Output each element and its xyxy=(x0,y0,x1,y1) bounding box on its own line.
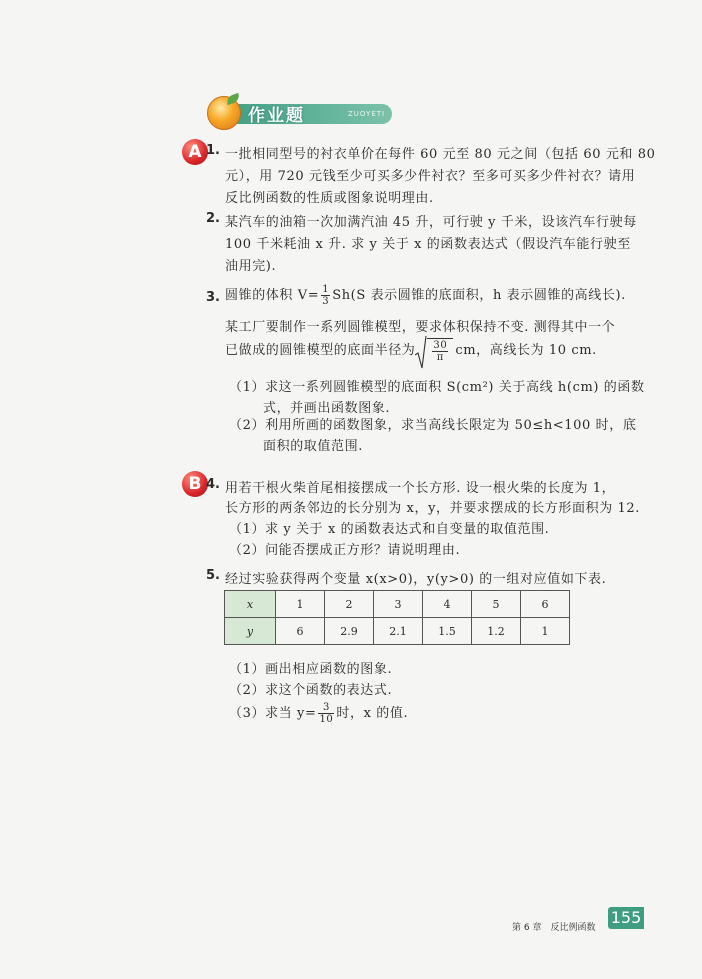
table-cell: 6 xyxy=(521,591,570,618)
data-table xyxy=(224,590,570,645)
table-cell: 1 xyxy=(276,591,325,618)
q5-part2: （2）求这个函数的表达式. xyxy=(229,683,393,698)
q1-number: 1. xyxy=(206,143,220,158)
q5-line1: 经过实验获得两个变量 x(x>0)，y(y>0) 的一组对应值如下表. xyxy=(225,572,607,587)
table-cell: 2.9 xyxy=(325,618,374,645)
table-cell: 1.5 xyxy=(423,618,472,645)
q2-line3: 油用完). xyxy=(225,259,277,274)
q1-line2: 元），用 720 元钱至少可买多少件衬衣？至多可买多少件衬衣？请用 xyxy=(225,169,636,184)
sqrt-fraction-num: 30 xyxy=(433,340,448,351)
table-row-y xyxy=(225,618,570,645)
q1-line3: 反比例函数的性质或图象说明理由. xyxy=(225,191,434,206)
q4-line1: 用若干根火柴首尾相接摆成一个长方形. 设一根火柴的长度为 1， xyxy=(225,481,616,496)
q4-part2: （2）问能否摆成正方形？请说明理由. xyxy=(229,543,461,558)
q4-line2: 长方形的两条邻边的长分别为 x，y，并要求摆成的长方形面积为 12. xyxy=(225,501,641,516)
chapter-label: 第 6 章 反比例函数 xyxy=(512,923,596,933)
table-cell: 1 xyxy=(521,618,570,645)
sqrt-sign-icon xyxy=(415,335,427,369)
q3-part1-line2: 式，并画出函数图象. xyxy=(263,401,391,416)
q3-line3 xyxy=(225,338,597,363)
sqrt-fraction xyxy=(432,340,448,363)
q3-line2: 某工厂要制作一系列圆锥模型，要求体积保持不变. 测得其中一个 xyxy=(225,320,616,335)
table-cell: 2 xyxy=(325,591,374,618)
q2-number: 2. xyxy=(206,211,220,226)
q2-line2: 100 千米耗油 x 升. 求 y 关于 x 的函数表达式（假设汽车能行驶至 xyxy=(225,237,631,252)
table-cell: 1.2 xyxy=(472,618,521,645)
q4-part1: （1）求 y 关于 x 的函数表达式和自变量的取值范围. xyxy=(229,522,550,537)
q5-part3-end: 时，x 的值. xyxy=(336,706,409,721)
q3-part1-line1: （1）求这一系列圆锥模型的底面积 S(cm²) 关于高线 h(cm) 的函数 xyxy=(229,380,645,395)
q3-line3-end: cm，高线长为 10 cm. xyxy=(455,343,597,358)
q3-part2-line2: 面积的取值范围. xyxy=(263,439,363,454)
q5-part3-start: （3）求当 y= xyxy=(229,706,317,721)
level-a-badge: A xyxy=(182,139,208,165)
q4-number: 4. xyxy=(206,477,220,492)
q1-line1: 一批相同型号的衬衣单价在每件 60 元至 80 元之间（包括 60 元和 80 xyxy=(225,147,656,162)
table-cell: 6 xyxy=(276,618,325,645)
table-cell: 3 xyxy=(374,591,423,618)
q5-part3 xyxy=(229,702,408,725)
q3-fraction-den: 3 xyxy=(322,296,330,307)
q5-fraction xyxy=(318,702,334,725)
table-header-x: x xyxy=(225,591,276,618)
q5-number: 5. xyxy=(206,568,220,583)
table-cell: 5 xyxy=(472,591,521,618)
sqrt-radical xyxy=(415,338,453,363)
table-row-x xyxy=(225,591,570,618)
q3-line1-start: 圆锥的体积 V= xyxy=(225,288,320,303)
q3-fraction-num: 1 xyxy=(322,284,330,295)
q3-part2-line1: （2）利用所画的函数图象，求当高线长限定为 50≤h<100 时，底 xyxy=(229,418,637,433)
level-b-badge: B xyxy=(182,471,208,497)
q5-fraction-num: 3 xyxy=(318,702,334,714)
q3-line1-end: Sh(S 表示圆锥的底面积，h 表示圆锥的高线长). xyxy=(332,288,626,303)
q5-fraction-den: 10 xyxy=(319,714,334,725)
q5-part1: （1）画出相应函数的图象. xyxy=(229,662,393,677)
q3-line1 xyxy=(225,284,626,307)
section-subtitle: ZUOYETI xyxy=(348,110,386,118)
q3-line3-start: 已做成的圆锥模型的底面半径为 xyxy=(225,343,416,358)
sqrt-fraction-den: π xyxy=(436,352,444,363)
q3-number: 3. xyxy=(206,290,220,305)
q3-fraction xyxy=(321,284,330,307)
q2-line1: 某汽车的油箱一次加满汽油 45 升，可行驶 y 千米，设该汽车行驶每 xyxy=(225,215,637,230)
page-number: 155 xyxy=(608,907,644,929)
table-header-y: y xyxy=(225,618,276,645)
table-cell: 4 xyxy=(423,591,472,618)
table-cell: 2.1 xyxy=(374,618,423,645)
section-title: 作业题 xyxy=(248,106,305,126)
